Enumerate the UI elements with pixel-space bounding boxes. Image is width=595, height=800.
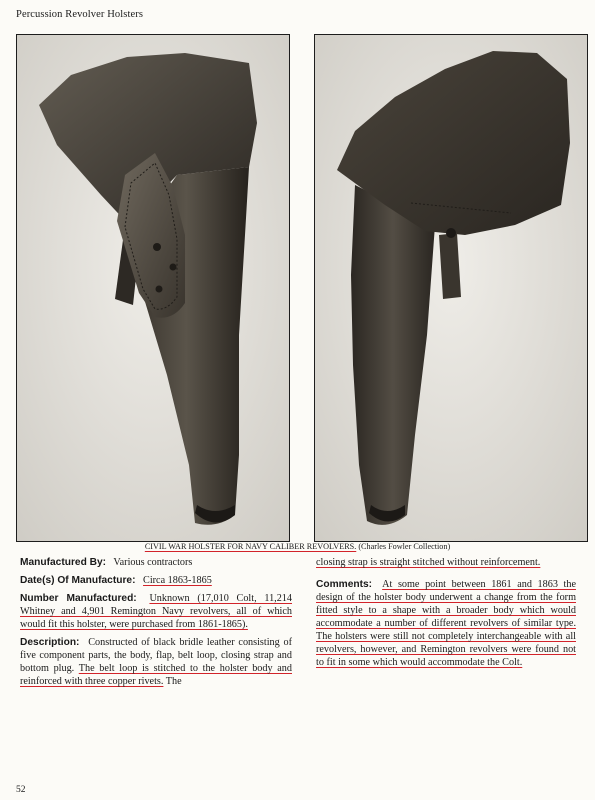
left-text-column	[20, 556, 292, 693]
field-label: Date(s) Of Manufacture:	[20, 575, 136, 586]
holster-back-photo	[314, 34, 588, 542]
field-number	[20, 592, 292, 631]
field-value: Unknown (17,010 Colt, 11,214 Whitney and 4,901 Remington Navy revolvers, all of which would fit this holster, were purchased from 1861-1865).	[20, 593, 292, 630]
caption-credit: (Charles Fowler Collection)	[358, 542, 451, 551]
description-cont-text: closing strap is straight stitched without reinforcement.	[316, 557, 541, 568]
photo-caption	[0, 541, 595, 552]
field-label: Comments:	[316, 579, 373, 590]
comments-text: At some point between 1861 and 1863 the design of the holster body underwent a change from the form fitted style to a shape with a broader body which would accommodate a number of different revolvers of similar type. The holsters were still not completely interchangeable with all revolvers, however, and Remington revolvers were found not to fit in some which would accommodate the Colt.	[316, 579, 577, 668]
field-manufactured-by	[20, 556, 292, 569]
field-dates	[20, 574, 292, 587]
description-text: Constructed of black bridle leather consisting of five component parts, the body, flap, belt loop, closing strap and bottom plug.	[20, 637, 293, 674]
field-label: Manufactured By:	[20, 557, 107, 568]
field-value: Circa 1863-1865	[143, 575, 212, 586]
running-head: Percussion Revolver Holsters	[16, 9, 144, 20]
field-description	[20, 636, 292, 688]
holster-back-illustration	[315, 35, 587, 541]
field-label: Number Manufactured:	[20, 593, 137, 604]
description-tail: The	[165, 676, 182, 687]
page-number: 52	[16, 785, 26, 795]
holster-front-illustration	[17, 35, 289, 541]
field-comments	[316, 578, 576, 669]
field-value: Various contractors	[113, 557, 193, 568]
description-continued	[316, 556, 576, 569]
right-text-column	[316, 556, 576, 674]
caption-title: CIVIL WAR HOLSTER FOR NAVY CALIBER REVOLVERS.	[144, 542, 357, 551]
field-label: Description:	[20, 637, 80, 648]
description-underlined: The belt loop is stitched to the holster body and reinforced with three copper rivets.	[20, 663, 292, 687]
holster-front-photo	[16, 34, 290, 542]
